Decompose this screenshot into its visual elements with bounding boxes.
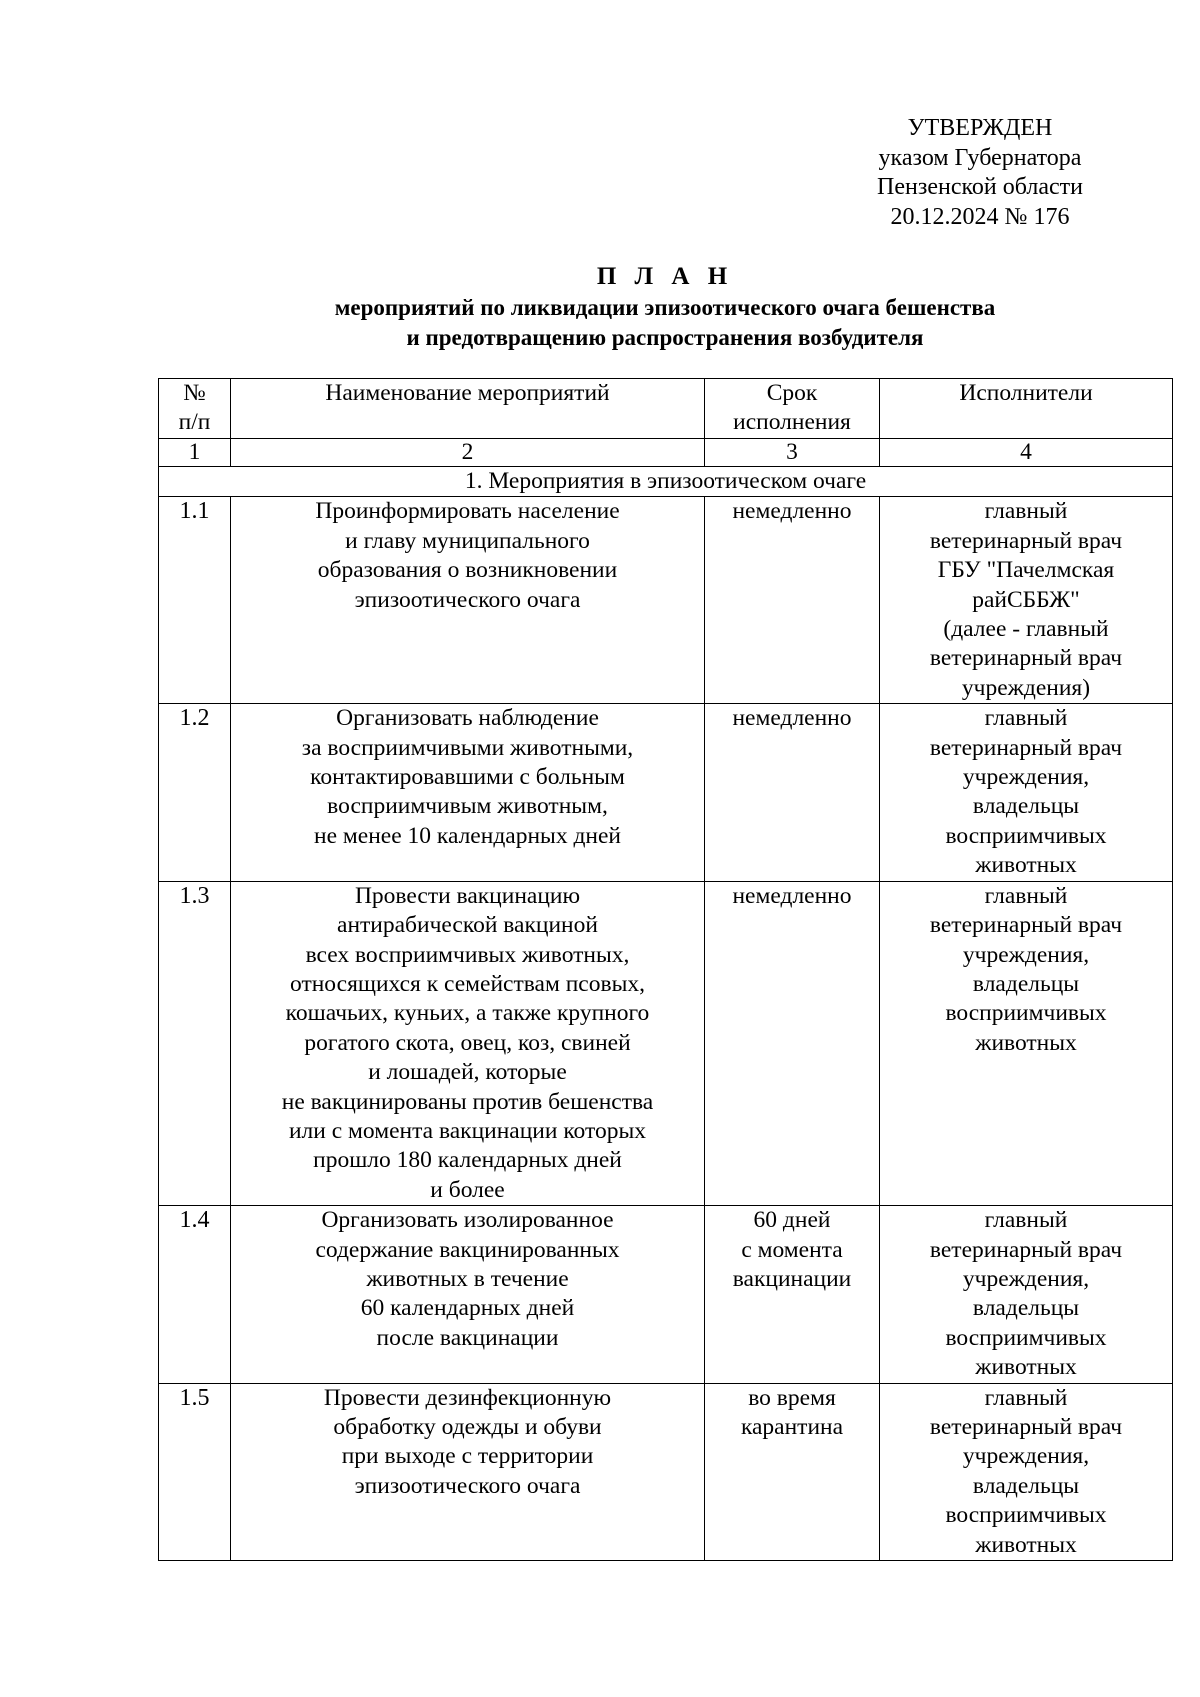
header-executors: Исполнители [880,379,1173,439]
plan-table [158,378,1173,1561]
header-action: Наименование мероприятий [231,379,705,439]
row-action: Проинформировать население и главу муниципального образования о возникновении эпизоотического очага [231,497,705,704]
approval-stamp [840,114,1120,232]
row-action: Организовать наблюдение за восприимчивыми животными, контактировавшими с больным восприимчивым животным, не менее 10 календарных дней [231,704,705,881]
table-row [159,704,1173,881]
table-row [159,1383,1173,1560]
approval-region: Пензенской области [877,174,1083,200]
row-executors: главный ветеринарный врач учреждения, владельцы восприимчивых животных [880,1206,1173,1383]
row-term: немедленно [705,704,880,881]
header-row [159,379,1173,439]
table-row [159,1206,1173,1383]
row-number: 1.3 [159,881,231,1205]
header-term: Срок исполнения [705,379,880,439]
document-title: П Л А Н [596,263,734,290]
row-number: 1.4 [159,1206,231,1383]
subtitle-line-1: мероприятий по ликвидации эпизоотического очага бешенства [334,295,996,320]
table-row [159,881,1173,1205]
header-number: № п/п [159,379,231,439]
row-term: во время карантина [705,1383,880,1560]
row-executors: главный ветеринарный врач учреждения, владельцы восприимчивых животных [880,1383,1173,1560]
column-index-row [159,439,1173,467]
row-action: Организовать изолированное содержание вакцинированных животных в течение 60 календарных дней после вакцинации [231,1206,705,1383]
column-index-2: 2 [231,439,705,467]
row-executors: главный ветеринарный врач учреждения, владельцы восприимчивых животных [880,881,1173,1205]
row-executors: главный ветеринарный врач учреждения, владельцы восприимчивых животных [880,704,1173,881]
column-index-3: 3 [705,439,880,467]
row-executors: главный ветеринарный врач ГБУ "Пачелмская райСББЖ" (далее - главный ветеринарный врач учреждения) [880,497,1173,704]
row-action: Провести дезинфекционную обработку одежды и обуви при выходе с территории эпизоотического очага [231,1383,705,1560]
section-row [159,467,1173,497]
column-index-4: 4 [880,439,1173,467]
subtitle-line-2: и предотвращению распространения возбудителя [406,325,924,350]
row-number: 1.5 [159,1383,231,1560]
approval-authority: указом Губернатора [878,144,1082,171]
section-title: 1. Мероприятия в эпизоотическом очаге [159,467,1173,497]
row-action: Провести вакцинацию антирабической вакциной всех восприимчивых животных, относящихся к семействам псовых, кошачьих, куньих, а также крупного рогатого скота, овец, коз, свиней и лошадей, которые не вакцинированы против бешенства или с момента вакцинации которых прошло 180 календарных дней и более [231,881,705,1205]
table-row [159,497,1173,704]
row-number: 1.2 [159,704,231,881]
document-subtitle [160,293,1170,353]
row-term: немедленно [705,881,880,1205]
row-number: 1.1 [159,497,231,704]
approval-status: УТВЕРЖДЕН [907,115,1053,141]
approval-date-number: 20.12.2024 № 176 [890,203,1070,230]
row-term: 60 дней с момента вакцинации [705,1206,880,1383]
column-index-1: 1 [159,439,231,467]
row-term: немедленно [705,497,880,704]
